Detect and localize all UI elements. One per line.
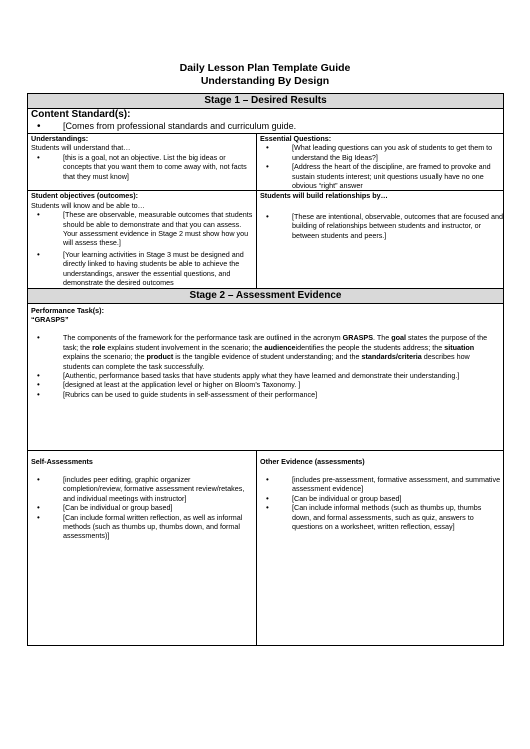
relationships-cell — [257, 191, 504, 288]
performance-subheading: “GRASPS” — [31, 314, 69, 324]
grasps-text: . The — [373, 333, 392, 343]
performance-item: • [designed at least at the application level or higher on Bloom’s Taxonomy. ] — [31, 380, 503, 389]
lesson-plan-table — [27, 93, 504, 646]
objectives-heading: Student objectives (outcomes): — [31, 191, 139, 201]
performance-cell — [28, 303, 504, 450]
content-standards-cell — [28, 109, 504, 134]
performance-item: • [Rubrics can be used to guide students in self-assessment of their performance] — [31, 390, 503, 399]
grasps-text: describes how students can complete the task successfully. — [63, 352, 470, 371]
standards-criteria-term: standards/criteria — [361, 352, 422, 362]
self-assessment-item: • [Can be individual or group based] — [31, 503, 256, 512]
essential-question-item: • [Address the heart of the discipline, are framed to provoke and sustain students interest; unit questions usually have no one obvious “right” answer — [260, 162, 503, 190]
other-evidence-cell — [257, 450, 504, 645]
content-standards-heading: Content Standard(s): — [31, 109, 131, 120]
understandings-intro: Students will understand that… — [31, 143, 131, 153]
product-term: product — [146, 352, 174, 362]
understandings-heading: Understandings: — [31, 134, 89, 143]
essential-questions-heading: Essential Questions: — [260, 134, 332, 143]
grasps-text: is the tangible evidence of student understanding; and the — [173, 352, 362, 362]
grasps-text: identifies the people the students address; the — [295, 342, 445, 352]
self-assessment-item: • [Can include formal written reflection, as well as informal methods (such as thumbs up, thumbs down, and formal assessments)] — [31, 513, 256, 541]
objective-item: • [These are observable, measurable outcomes that students should be able to demonstrate and that you can assess. Your assessment evidence in Stage 2 must show how you will assess these.] — [31, 210, 256, 248]
grasps-text: The components of the framework for the performance task are outlined in the acronym — [63, 333, 343, 343]
document-title — [0, 62, 530, 87]
essential-question-item: • [What leading questions can you ask of students to get them to understand the Big Ideas?] — [260, 143, 503, 162]
objectives-cell — [28, 191, 257, 288]
essential-questions-cell — [257, 134, 504, 191]
situation-term: situation — [444, 342, 475, 352]
audience-term: audience — [264, 342, 296, 352]
grasps-text: states the purpose of the task; the — [63, 333, 488, 352]
self-assessments-heading: Self-Assessments — [31, 456, 93, 466]
stage2-header: Stage 2 – Assessment Evidence — [28, 288, 504, 303]
grasps-text: explains student involvement in the scenario; the — [105, 342, 265, 352]
self-assessments-cell — [28, 450, 257, 645]
objectives-intro: Students will know and be able to… — [31, 200, 145, 210]
performance-item: • [Authentic, performance based tasks that have students apply what they have learned and demonstrate their understanding.] — [31, 371, 503, 380]
role-term: role — [92, 342, 106, 352]
other-evidence-item: • [includes pre-assessment, formative assessment, and summative assessment evidence] — [260, 475, 503, 494]
relationships-heading: Students will build relationships by… — [260, 191, 388, 201]
other-evidence-heading: Other Evidence (assessments) — [260, 456, 365, 466]
performance-heading: Performance Task(s): — [31, 305, 104, 315]
grasps-term: GRASPS — [342, 333, 374, 343]
other-evidence-item: • [Can include informal methods (such as thumbs up, thumbs down, and formal assessments, such as quiz, answers to questions on a worksheet, written reflection, essay] — [260, 503, 503, 531]
understandings-cell — [28, 134, 257, 191]
title-line-2: Understanding By Design — [200, 74, 330, 87]
self-assessment-item: • [includes peer editing, graphic organizer completion/review, formative assessment review/retakes, and individual meetings with instructor] — [31, 475, 256, 503]
goal-term: goal — [391, 333, 407, 343]
title-line-1: Daily Lesson Plan Template Guide — [179, 62, 351, 74]
content-standards-item: • [Comes from professional standards and curriculum guide. — [31, 121, 503, 132]
objective-item: • [Your learning activities in Stage 3 must be designed and directly linked to having students be able to achieve the understandings, answer the essential questions, and demonstrate the desired outcomes — [31, 250, 256, 288]
relationships-item: • [These are intentional, observable, outcomes that are focused and building of relationships between students and instructor, or between students and peers.] — [260, 212, 503, 240]
grasps-paragraph — [31, 333, 503, 371]
stage1-header: Stage 1 – Desired Results — [28, 94, 504, 109]
grasps-text: explains the scenario; the — [63, 352, 147, 362]
understandings-item: • [this is a goal, not an objective. List the big ideas or concepts that you want them to come away with, not facts that they must know] — [31, 153, 256, 181]
other-evidence-item: • [Can be individual or group based] — [260, 494, 503, 503]
